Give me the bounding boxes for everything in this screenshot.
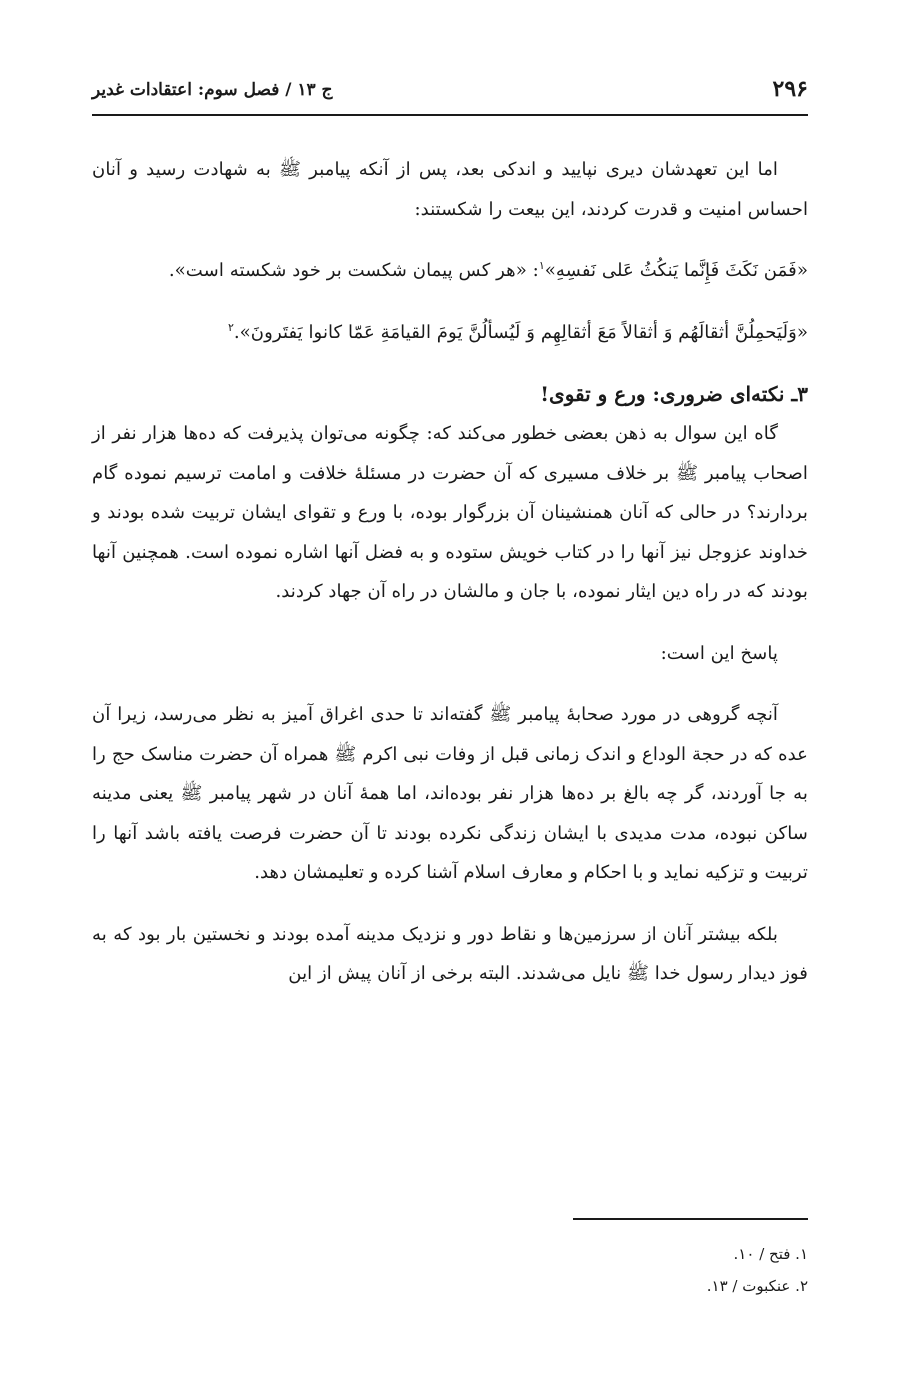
page-number: ۲۹۶ [772, 76, 808, 102]
quran-quote-2 [92, 313, 808, 353]
page-header [92, 70, 808, 116]
footnote-ref-2[interactable]: ۲ [227, 320, 234, 334]
section-heading: ۳ـ نکته‌ای ضروری: ورع و تقوی! [540, 382, 808, 406]
paragraph-4: آنچه گروهی در مورد صحابهٔ پیامبر ﷺ گفته‌اند تا حدی اغراق آمیز به نظر می‌رسد، زیرا آن عده که در حجة الوداع و اندک زمانی قبل از وفات نبی اکرم ﷺ همراه آن حضرت مناسک حج را به جا آوردند، گر چه بالغ بر ده‌ها هزار نفر بوده‌اند، اما همهٔ آنان در شهر پیامبر ﷺ یعنی مدینه ساکن نبوده، مدت مدیدی با ایشان زندگی نکرده بودند تا آن حضرت فرصت یافته باشد آنها را تربیت و تزکیه نماید و با احکام و معارف اسلام آشنا کرده و تعلیمشان دهد. [92, 704, 808, 883]
quran-quote-1 [92, 251, 808, 291]
page-body [92, 150, 808, 994]
footnote-1: ۱. فتح / ۱۰. [733, 1245, 808, 1263]
footnote-divider [573, 1218, 808, 1220]
running-title: ج ۱۳ / فصل سوم: اعتقادات غدیر [92, 80, 333, 100]
paragraph-1: اما این تعهدشان دیری نپایید و اندکی بعد، پس از آنکه پیامبر ﷺ به شهادت رسید و آنان احساس امنیت و قدرت کردند، این بیعت را شکستند: [92, 159, 808, 220]
footnote-2: ۲. عنکبوت / ۱۳. [706, 1277, 808, 1295]
footnotes [308, 1238, 808, 1302]
footnote-ref-1[interactable]: ۱ [538, 258, 545, 272]
quote-1-text: «فَمَن نَكَثَ فَإِنَّما يَنكُثُ عَلى نَفسِهِ» [544, 260, 808, 281]
quote-2-text: «وَلَيَحمِلُنَّ أثقالَهُم وَ أثقالاً مَعَ أثقالِهِم وَ لَيُسألُنَّ يَومَ القيامَةِ عَمّا كانوا يَفتَرونَ». [233, 321, 808, 343]
quote-1-translation: : «هر کس پیمان شکست بر خود شکسته است». [168, 260, 539, 281]
paragraph-5: بلکه بیشتر آنان از سرزمین‌ها و نقاط دور و نزدیک مدینه آمده بودند و نخستین بار بود که به فوز دیدار رسول خدا ﷺ نایل می‌شدند. البته برخی از آنان پیش از این [92, 923, 808, 984]
paragraph-3: پاسخ این است: [660, 642, 778, 664]
paragraph-2: گاه این سوال به ذهن بعضی خطور می‌کند که: چگونه می‌توان پذیرفت که ده‌ها هزار نفر از اصحاب پیامبر ﷺ بر خلاف مسیری که آن حضرت در مسئلهٔ خلافت و امامت ترسیم نموده گام بردارند؟ در حالی که آنان همنشینان آن بزرگوار بوده، با ورع و تقوای ایشان تربیت شده بودند و خداوند عزوجل نیز آنها را در کتاب خویش ستوده و به فضل آنها اشاره نموده است. همچنین آنها بودند که در راه دین ایثار نموده، با جان و مالشان در راه آن جهاد کردند. [92, 423, 808, 602]
